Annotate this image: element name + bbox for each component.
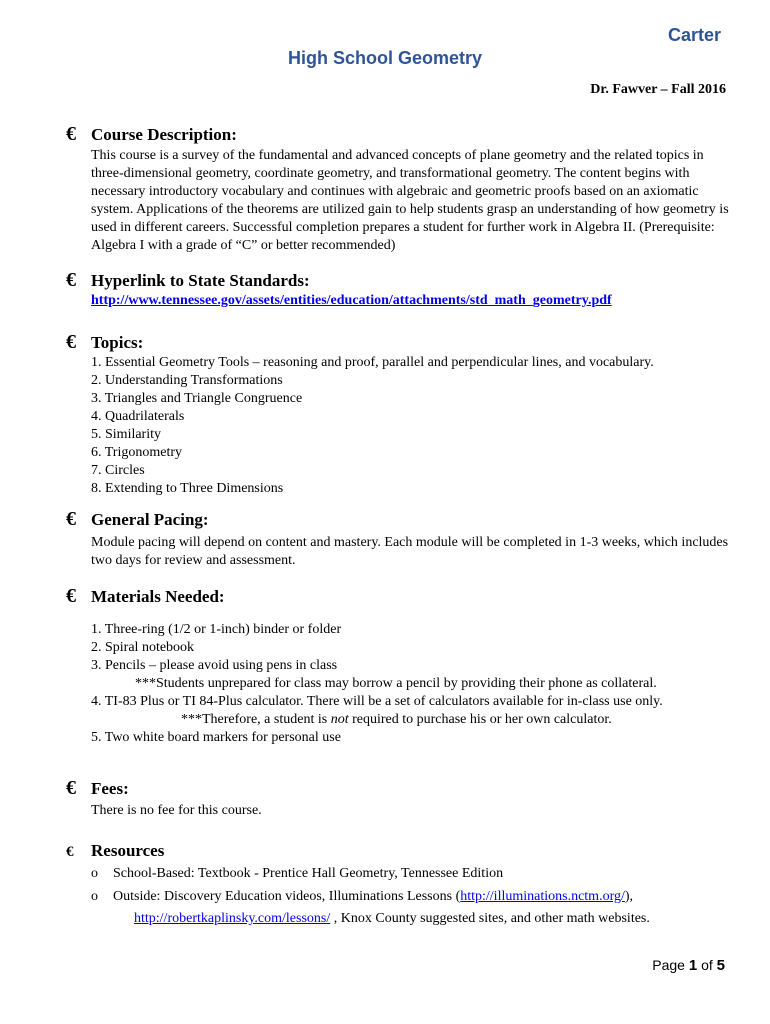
pacing-section xyxy=(66,509,736,570)
page-number: Page 1 of 5 xyxy=(652,957,725,974)
list-item: 7. Circles xyxy=(91,463,145,478)
list-item: 2. Spiral notebook xyxy=(91,640,195,655)
euro-bullet-icon: € xyxy=(66,331,76,353)
list-item: 5. Two white board markers for personal use xyxy=(91,730,341,745)
circle-bullet-icon: o xyxy=(91,866,98,881)
standards-heading: Hyperlink to State Standards: xyxy=(91,271,310,290)
list-item: 8. Extending to Three Dimensions xyxy=(91,481,284,496)
list-item: 6. Trigonometry xyxy=(91,445,183,460)
list-item xyxy=(91,865,736,883)
list-item: o Outside: Discovery Education videos, Illuminations Lessons (http://illuminations.nctm.org/), xyxy=(91,889,634,904)
euro-bullet-icon: € xyxy=(66,269,76,291)
euro-bullet-icon: € xyxy=(66,123,76,145)
illuminations-link[interactable]: http://illuminations.nctm.org/ xyxy=(460,889,625,904)
fees-text: There is no fee for this course. xyxy=(91,803,262,818)
standards-section xyxy=(66,270,736,310)
pacing-heading: General Pacing: xyxy=(91,510,209,529)
circle-bullet-icon: o xyxy=(91,889,98,904)
standards-link[interactable]: http://www.tennessee.gov/assets/entities/education/attachments/std_math_geometry.pdf xyxy=(91,293,612,308)
materials-heading: Materials Needed: xyxy=(91,587,225,606)
school-name: Carter xyxy=(667,25,721,45)
pacing-text: Module pacing will depend on content and mastery. Each module will be completed in 1-3 weeks, which includes two days for review and assessment. xyxy=(91,535,729,568)
list-item: 5. Similarity xyxy=(91,427,161,442)
list-item: 4. Quadrilaterals xyxy=(91,409,185,424)
course-description-section xyxy=(66,124,736,255)
topics-section xyxy=(66,332,736,498)
list-item: 3. Pencils – please avoid using pens in class xyxy=(91,658,338,673)
fees-heading: Fees: xyxy=(91,779,129,798)
course-title: High School Geometry xyxy=(287,48,483,68)
teacher-term: Dr. Fawver – Fall 2016 xyxy=(590,82,726,97)
list-item: 1. Three-ring (1/2 or 1-inch) binder or folder xyxy=(91,622,342,637)
list-item: 1. Essential Geometry Tools – reasoning and proof, parallel and perpendicular lines, and vocabulary. xyxy=(91,355,654,370)
topics-heading: Topics: xyxy=(91,333,144,352)
course-description-text: This course is a survey of the fundamental and advanced concepts of plane geometry and the related topics in three-dimensional geometry, coordinate geometry, and transformational geometry. The content begins with necessary introductory vocabulary and continues with algebraic and geometric proofs based on an axiomatic system. Applications of the theorems are utilized gain to help students grasp an understanding of how geometry is used in different careers. Successful completion prepares a student for further work in Algebra II. (Prerequisite: Algebra I with a grade of “C” or better recommended) xyxy=(91,148,729,253)
list-item: 3. Triangles and Triangle Congruence xyxy=(91,391,303,406)
euro-bullet-icon: € xyxy=(66,777,76,799)
kaplinsky-link[interactable]: http://robertkaplinsky.com/lessons/ xyxy=(134,911,331,926)
materials-note: ***Students unprepared for class may borrow a pencil by providing their phone as collateral. xyxy=(135,676,657,691)
list-item: 4. TI-83 Plus or TI 84-Plus calculator. There will be a set of calculators available for in-class use only. xyxy=(91,694,663,709)
list-item: 2. Understanding Transformations xyxy=(91,373,283,388)
euro-bullet-icon: € xyxy=(66,585,76,607)
materials-section xyxy=(66,586,736,747)
resources-section: € Resources o School-Based: Textbook - Prentice Hall Geometry, Tennessee Edition o Outside: Discovery Education videos, Illuminations Lessons (http://illuminations.nctm.org/), http://robertkaplinsky.com/lessons/ , Knox County suggested sites, and other math websites. xyxy=(66,841,736,928)
resources-heading: Resources xyxy=(91,841,165,860)
materials-note: ***Therefore, a student is not required to purchase his or her own calculator. xyxy=(181,712,612,727)
fees-section xyxy=(66,778,736,820)
resource-school-based: School-Based: Textbook - Prentice Hall Geometry, Tennessee Edition xyxy=(113,866,504,881)
course-description-heading: Course Description: xyxy=(91,125,237,144)
euro-bullet-icon: € xyxy=(66,508,76,530)
euro-bullet-icon: € xyxy=(66,844,74,860)
